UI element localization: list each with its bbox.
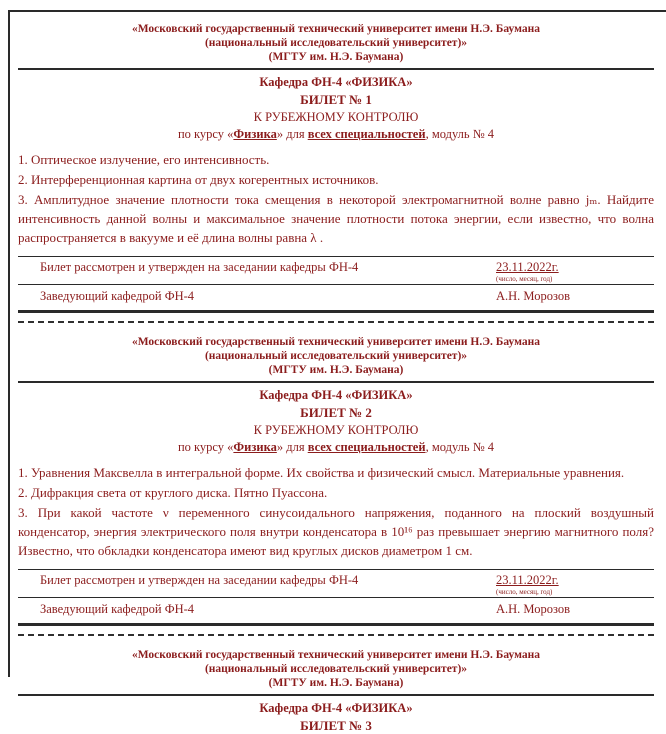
university-name-line2: (национальный исследовательский университет)»	[204, 663, 468, 675]
exam-ticket-2	[18, 335, 654, 636]
course-line-post: , модуль № 4	[425, 440, 495, 454]
header-divider	[18, 694, 654, 696]
approval-date: 23.11.2022г.	[496, 260, 559, 274]
document-content	[10, 12, 660, 734]
university-name-line2: (национальный исследовательский университет)»	[204, 350, 468, 362]
course-line-post: , модуль № 4	[425, 127, 495, 141]
department-head-label: Заведующий кафедрой ФН-4	[40, 602, 195, 616]
course-specialties: всех специальностей	[307, 440, 426, 454]
university-abbreviation: (МГТУ им. Н.Э. Баумана)	[268, 51, 404, 63]
question-list	[18, 150, 654, 247]
control-subtitle: К РУБЕЖНОМУ КОНТРОЛЮ	[253, 110, 419, 124]
question-item-3: 3. Амплитудное значение плотности тока смещения в некоторой электромагнитной волне равно jₘ. Найдите интенсивность данной волны и максимальное значение плотности потока энергии, если известно, что волна распространяется в вакууме и её длина волны равна λ .	[18, 192, 654, 245]
question-item-2: 2. Интерференционная картина от двух когерентных источников.	[18, 172, 379, 187]
university-name-line1: «Московский государственный технический университет имени Н.Э. Баумана	[131, 336, 541, 348]
approval-row-date	[18, 257, 654, 285]
approval-date-block	[496, 260, 654, 283]
question-item-1: 1. Уравнения Максвелла в интегральной форме. Их свойства и физический смысл. Материальные уравнения.	[18, 465, 625, 480]
approval-date-block	[496, 573, 654, 596]
approval-row-date	[18, 570, 654, 598]
course-line-pre: по курсу «	[177, 127, 234, 141]
ticket-separator	[18, 321, 654, 323]
approval-table	[18, 569, 654, 626]
department-head-name: А.Н. Морозов	[496, 289, 570, 303]
question-list	[18, 463, 654, 560]
department-title: Кафедра ФН-4 «ФИЗИКА»	[259, 75, 413, 89]
approval-row-head	[18, 285, 654, 310]
course-line-mid: » для	[276, 440, 308, 454]
approval-date: 23.11.2022г.	[496, 573, 559, 587]
approval-statement: Билет рассмотрен и утвержден на заседании кафедры ФН-4	[40, 260, 359, 274]
question-item-3: 3. При какой частоте ν переменного синусоидального напряжения, поданного на плоский воздушный конденсатор, энергия электрического поля внутри конденсатора в 10¹⁶ раз превышает энергию магнитного поля? Известно, что обкладки конденсатора имеют вид круглых дисков диаметром 1 см.	[18, 505, 654, 558]
ticket-number: БИЛЕТ № 2	[300, 405, 372, 420]
department-head-name: А.Н. Морозов	[496, 602, 570, 616]
university-header	[18, 22, 654, 64]
ticket-number: БИЛЕТ № 3	[300, 718, 372, 733]
ticket-number: БИЛЕТ № 1	[300, 92, 372, 107]
university-name-line1: «Московский государственный технический университет имени Н.Э. Баумана	[131, 649, 541, 661]
header-divider	[18, 68, 654, 70]
question-item-2: 2. Дифракция света от круглого диска. Пятно Пуассона.	[18, 485, 328, 500]
course-specialties: всех специальностей	[307, 127, 426, 141]
approval-table	[18, 256, 654, 313]
approval-date-hint: (число, месяц, год)	[496, 588, 553, 596]
ticket-separator	[18, 634, 654, 636]
university-name-line1: «Московский государственный технический университет имени Н.Э. Баумана	[131, 23, 541, 35]
exam-ticket-1	[18, 22, 654, 323]
course-line	[18, 440, 654, 455]
university-abbreviation: (МГТУ им. Н.Э. Баумана)	[268, 677, 404, 689]
course-name: Физика	[233, 440, 277, 454]
university-abbreviation: (МГТУ им. Н.Э. Баумана)	[268, 364, 404, 376]
university-header	[18, 335, 654, 377]
approval-statement: Билет рассмотрен и утвержден на заседании кафедры ФН-4	[40, 573, 359, 587]
header-divider	[18, 381, 654, 383]
course-name: Физика	[233, 127, 277, 141]
exam-ticket-3	[18, 648, 654, 734]
course-line	[18, 127, 654, 142]
university-header	[18, 648, 654, 690]
approval-row-head	[18, 598, 654, 623]
department-head-label: Заведующий кафедрой ФН-4	[40, 289, 195, 303]
approval-date-hint: (число, месяц, год)	[496, 275, 553, 283]
question-item-1: 1. Оптическое излучение, его интенсивность.	[18, 152, 270, 167]
department-title: Кафедра ФН-4 «ФИЗИКА»	[259, 388, 413, 402]
university-name-line2: (национальный исследовательский университет)»	[204, 37, 468, 49]
control-subtitle: К РУБЕЖНОМУ КОНТРОЛЮ	[253, 423, 419, 437]
course-line-pre: по курсу «	[177, 440, 234, 454]
department-title: Кафедра ФН-4 «ФИЗИКА»	[259, 701, 413, 715]
course-line-mid: » для	[276, 127, 308, 141]
